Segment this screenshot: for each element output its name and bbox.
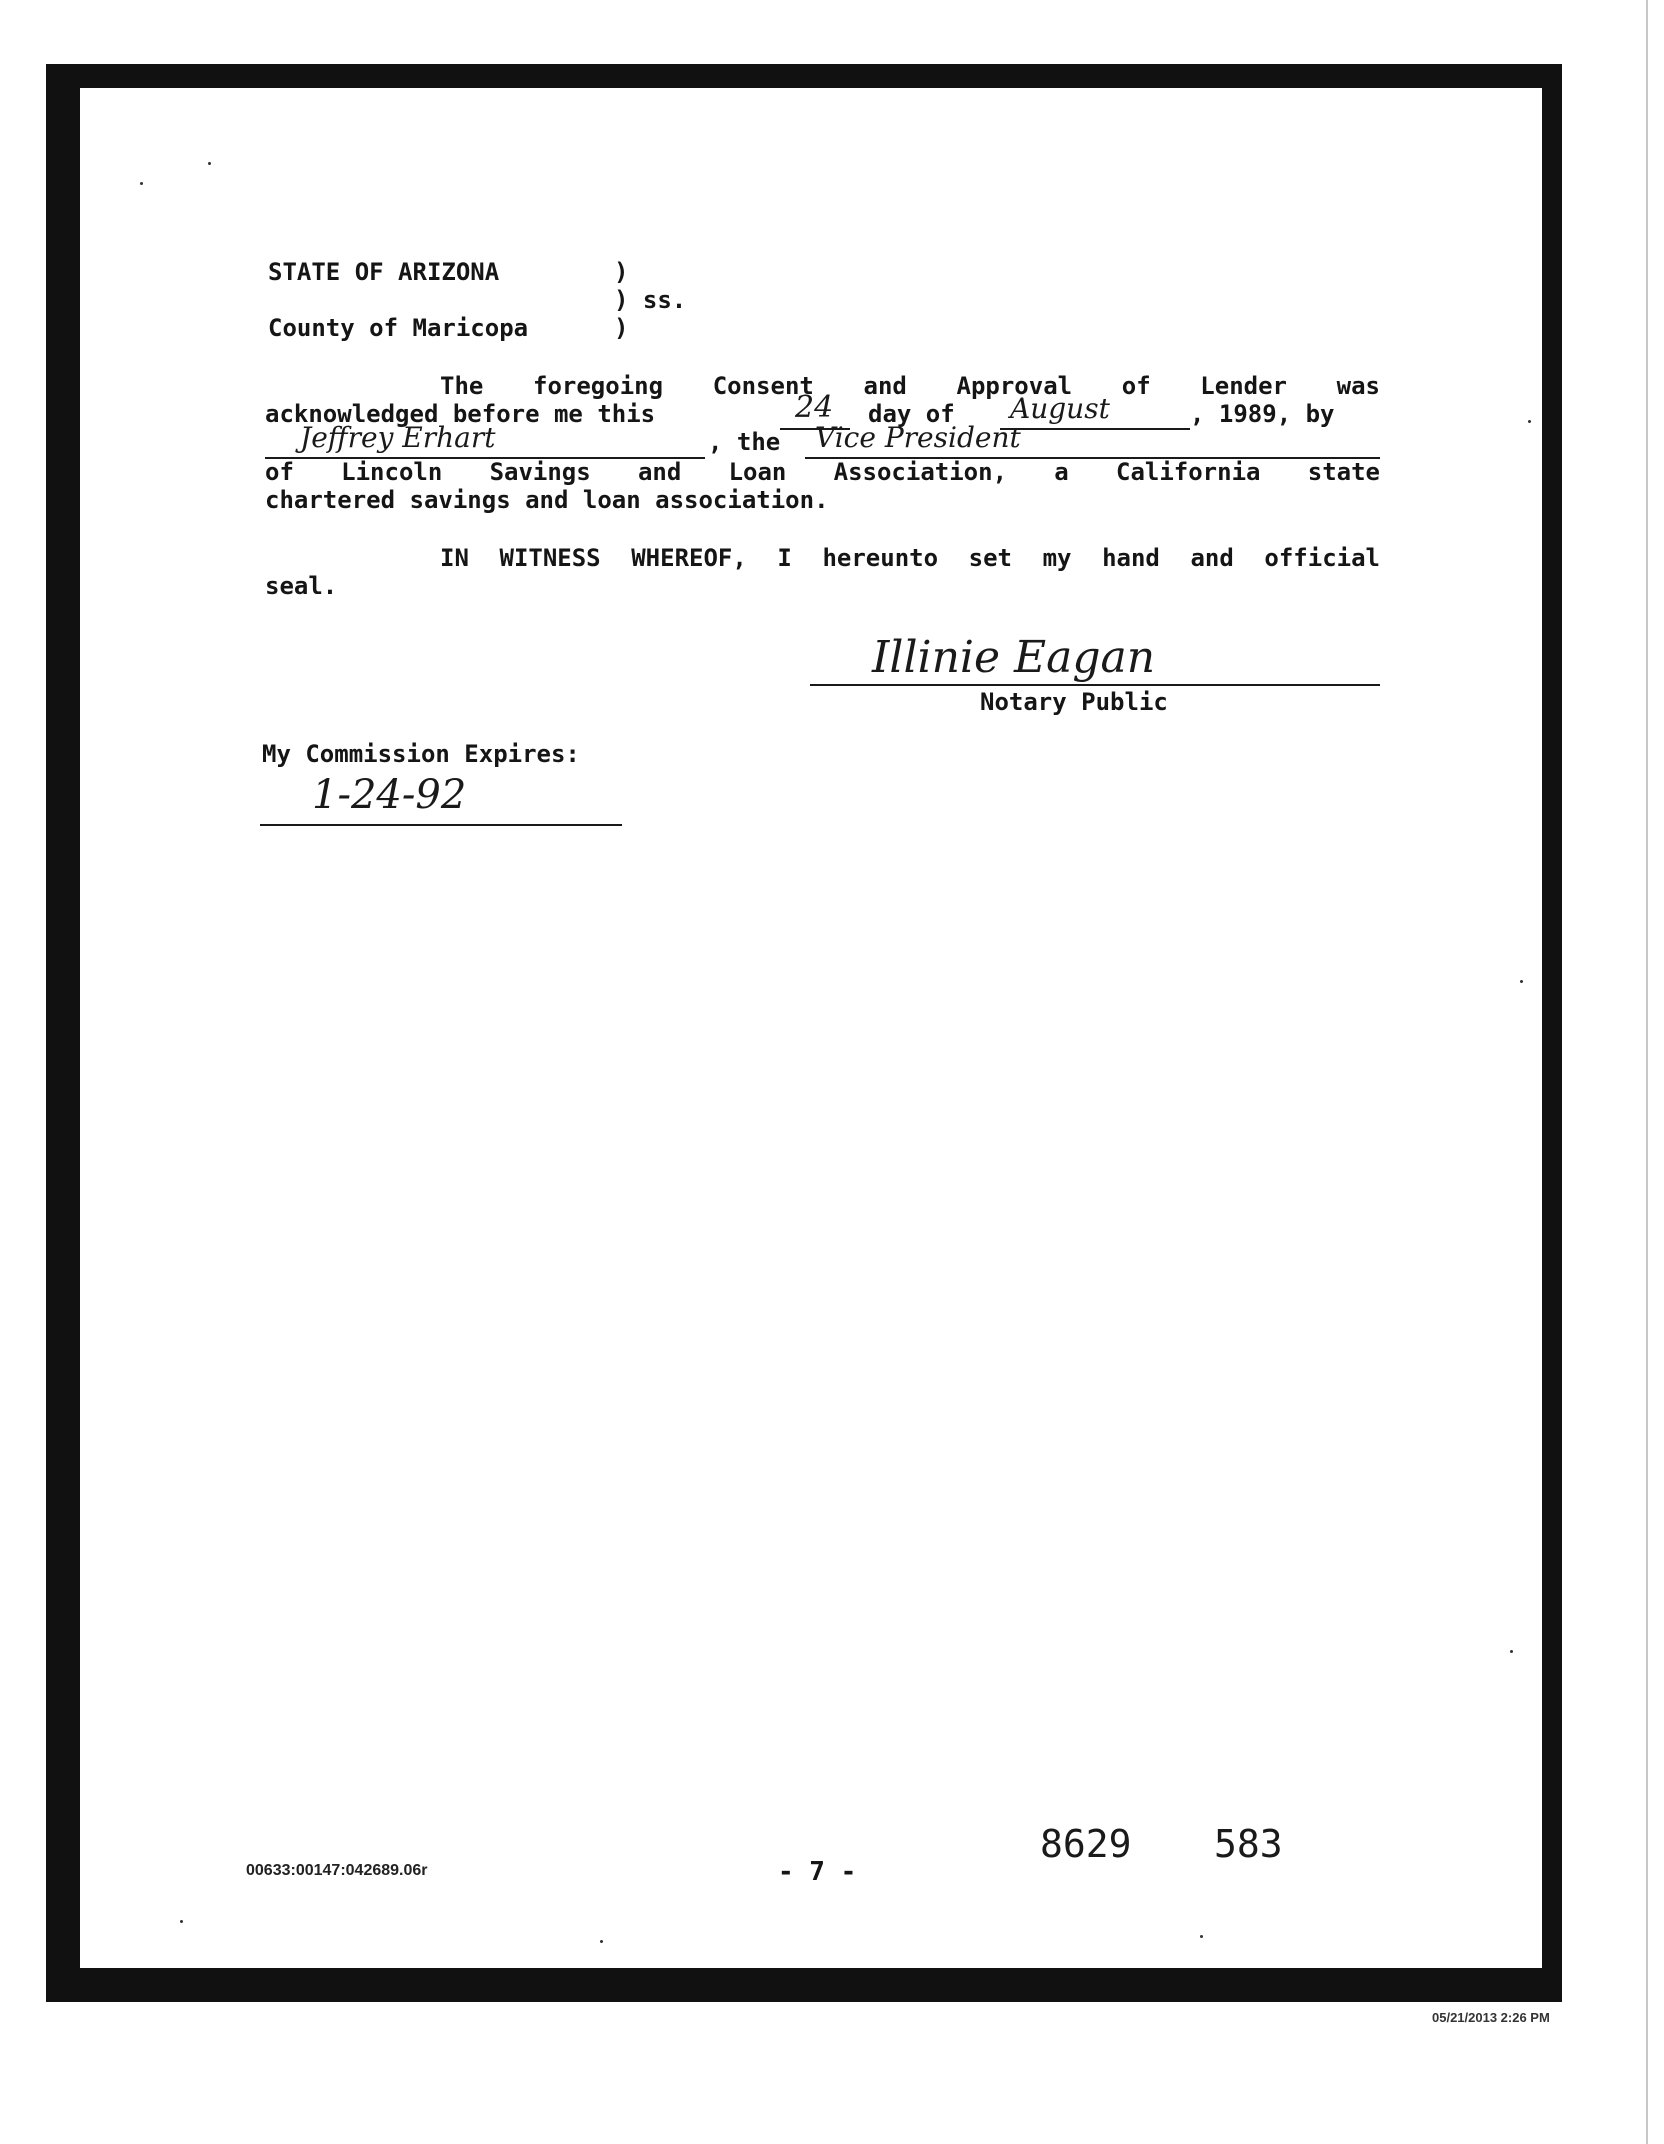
- venue-ss: ) ss.: [614, 286, 687, 314]
- scan-speck: [180, 1920, 183, 1923]
- venue-paren: ): [614, 314, 629, 342]
- commission-date-handwritten: 1-24-92: [312, 772, 467, 818]
- witness-line-2: seal.: [265, 572, 338, 600]
- notary-signature: Illinie Eagan: [872, 632, 1156, 683]
- month-blank: [1000, 428, 1190, 430]
- ack-day-handwritten: 24: [795, 390, 834, 425]
- ack-line-5: chartered savings and loan association.: [265, 486, 829, 514]
- page-marker: - 7 -: [778, 1857, 857, 1887]
- scan-speck: [1528, 420, 1531, 423]
- ack-line-2-end: , 1989, by: [1190, 400, 1335, 428]
- right-margin-rule: [1646, 0, 1648, 2144]
- print-timestamp: 05/21/2013 2:26 PM: [1432, 2010, 1550, 2025]
- ack-line-2-mid: day of: [868, 400, 955, 428]
- ack-line-2-start: acknowledged before me this: [265, 400, 656, 428]
- scan-speck: [208, 162, 211, 165]
- recording-page-number: 583: [1214, 1822, 1283, 1866]
- ack-line-3-mid: , the: [708, 428, 781, 456]
- scan-speck: [1510, 1650, 1513, 1653]
- ack-month-handwritten: August: [1010, 392, 1110, 425]
- recording-book-number: 8629: [1040, 1822, 1132, 1866]
- venue-state: STATE OF ARIZONA: [268, 258, 500, 286]
- commission-label: My Commission Expires:: [262, 740, 580, 768]
- notary-label: Notary Public: [980, 688, 1168, 716]
- scan-speck: [1520, 980, 1523, 983]
- document-page: [80, 88, 1542, 1968]
- ack-line-4: of Lincoln Savings and Loan Association, a California state: [265, 458, 1380, 486]
- witness-line-1: IN WITNESS WHEREOF, I hereunto set my hand and official: [440, 544, 1380, 572]
- scan-speck: [140, 182, 143, 185]
- scan-speck: [1200, 1935, 1203, 1938]
- ack-name-handwritten: Jeffrey Erhart: [300, 421, 496, 454]
- document-reference: 00633:00147:042689.06r: [246, 1862, 428, 1879]
- ack-line-1: The foregoing Consent and Approval of Lender was: [440, 372, 1380, 400]
- venue-paren: ): [614, 258, 629, 286]
- signature-line: [810, 684, 1380, 686]
- venue-county: County of Maricopa: [268, 314, 529, 342]
- scan-speck: [600, 1940, 603, 1943]
- ack-title-handwritten: Vice President: [815, 421, 1021, 454]
- commission-date-line: [260, 824, 622, 826]
